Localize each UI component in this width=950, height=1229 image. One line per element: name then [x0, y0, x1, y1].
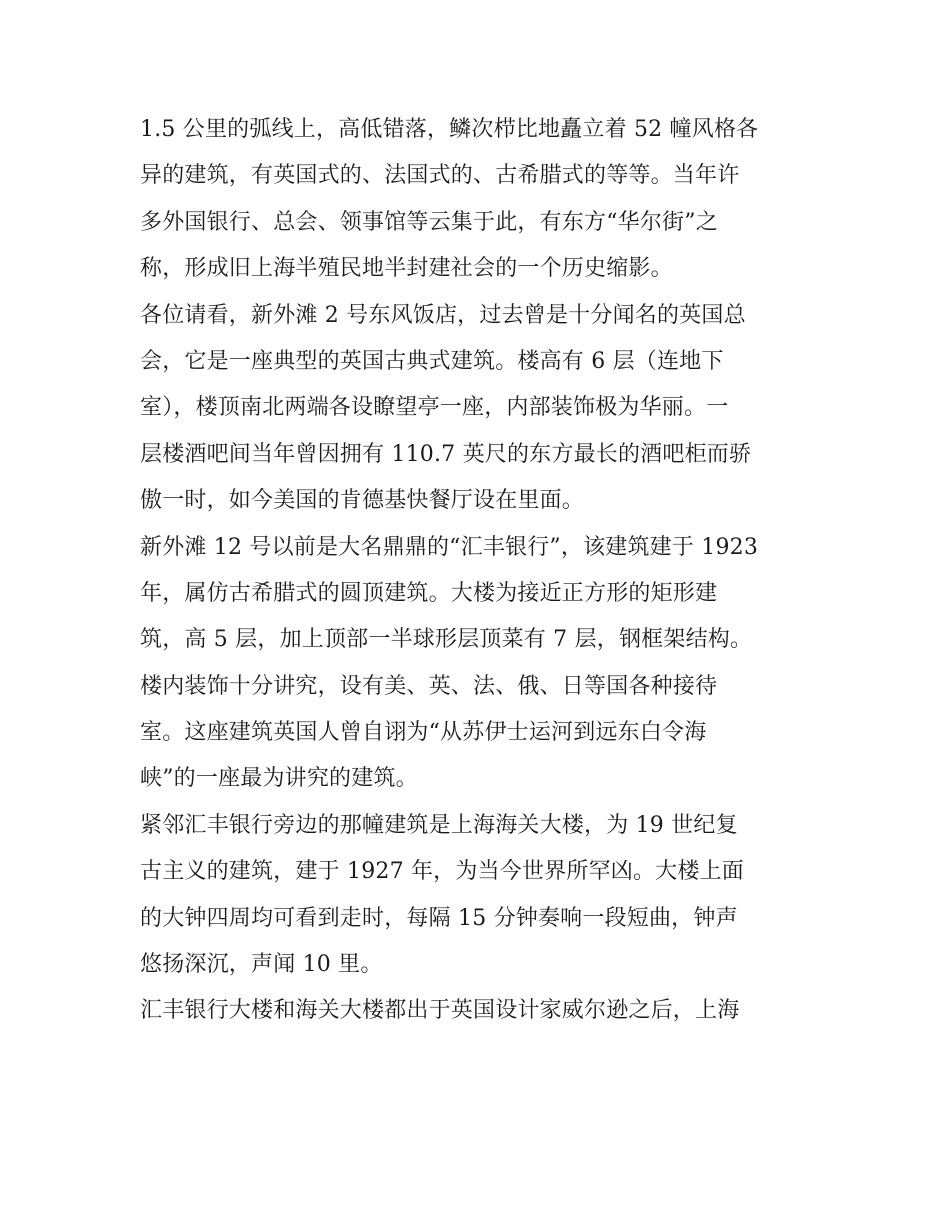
- text-line: 会，它是一座典型的英国古典式建筑。楼高有 6 层（连地下: [140, 348, 724, 374]
- text-line: 室），楼顶南北两端各设瞭望亭一座，内部装饰极为华丽。一: [140, 395, 729, 421]
- text-line: 傲一时，如今美国的肯德基快餐厅设在里面。: [140, 488, 585, 514]
- text-line: 汇丰银行大楼和海关大楼都出于英国设计家威尔逊之后，上海: [140, 998, 740, 1024]
- text-line: 新外滩 12 号以前是大名鼎鼎的“汇丰银行”，该建筑建于 1923: [140, 534, 759, 560]
- paragraph-hsbc-building: [140, 525, 820, 803]
- text-line: 峡”的一座最为讲究的建筑。: [140, 766, 418, 792]
- text-line: 紧邻汇丰银行旁边的那幢建筑是上海海关大楼，为 19 世纪复: [140, 812, 738, 838]
- paragraph-customs-house: [140, 803, 820, 989]
- text-line: 悠扬深沉，声闻 10 里。: [140, 952, 383, 978]
- paragraph-dongfeng-hotel: [140, 293, 820, 525]
- text-line: 古主义的建筑，建于 1927 年，为当今世界所罕凶。大楼上面: [140, 859, 744, 885]
- text-line: 筑，高 5 层，加上顶部一半球形层顶菜有 7 层，钢框架结构。: [140, 627, 753, 653]
- body-text: [140, 107, 820, 1035]
- text-line: 室。这座建筑英国人曾自诩为“从苏伊士运河到远东白令海: [140, 720, 707, 746]
- text-line: 的大钟四周均可看到走时，每隔 15 分钟奏响一段短曲，钟声: [140, 905, 738, 931]
- text-line: 楼内装饰十分讲究，设有美、英、法、俄、日等国各种接待: [140, 673, 718, 699]
- text-line: 1.5 公里的弧线上，高低错落，鳞次栉比地矗立着 52 幢风格各: [140, 117, 759, 142]
- text-line: 异的建筑，有英国式的、法国式的、古希腊式的等等。当年许: [140, 163, 740, 189]
- text-line: 称，形成旧上海半殖民地半封建社会的一个历史缩影。: [140, 256, 673, 282]
- paragraph-architect: [140, 988, 820, 1034]
- paragraph-bund-overview: [140, 107, 820, 293]
- text-line: 各位请看，新外滩 2 号东风饭店，过去曾是十分闻名的英国总: [140, 302, 746, 328]
- text-line: 层楼酒吧间当年曾因拥有 110.7 英尺的东方最长的酒吧柜而骄: [140, 441, 752, 467]
- text-line: 多外国银行、总会、领事馆等云集于此，有东方“华尔街”之: [140, 209, 718, 235]
- text-line: 年，属仿古希腊式的圆顶建筑。大楼为接近正方形的矩形建: [140, 580, 718, 606]
